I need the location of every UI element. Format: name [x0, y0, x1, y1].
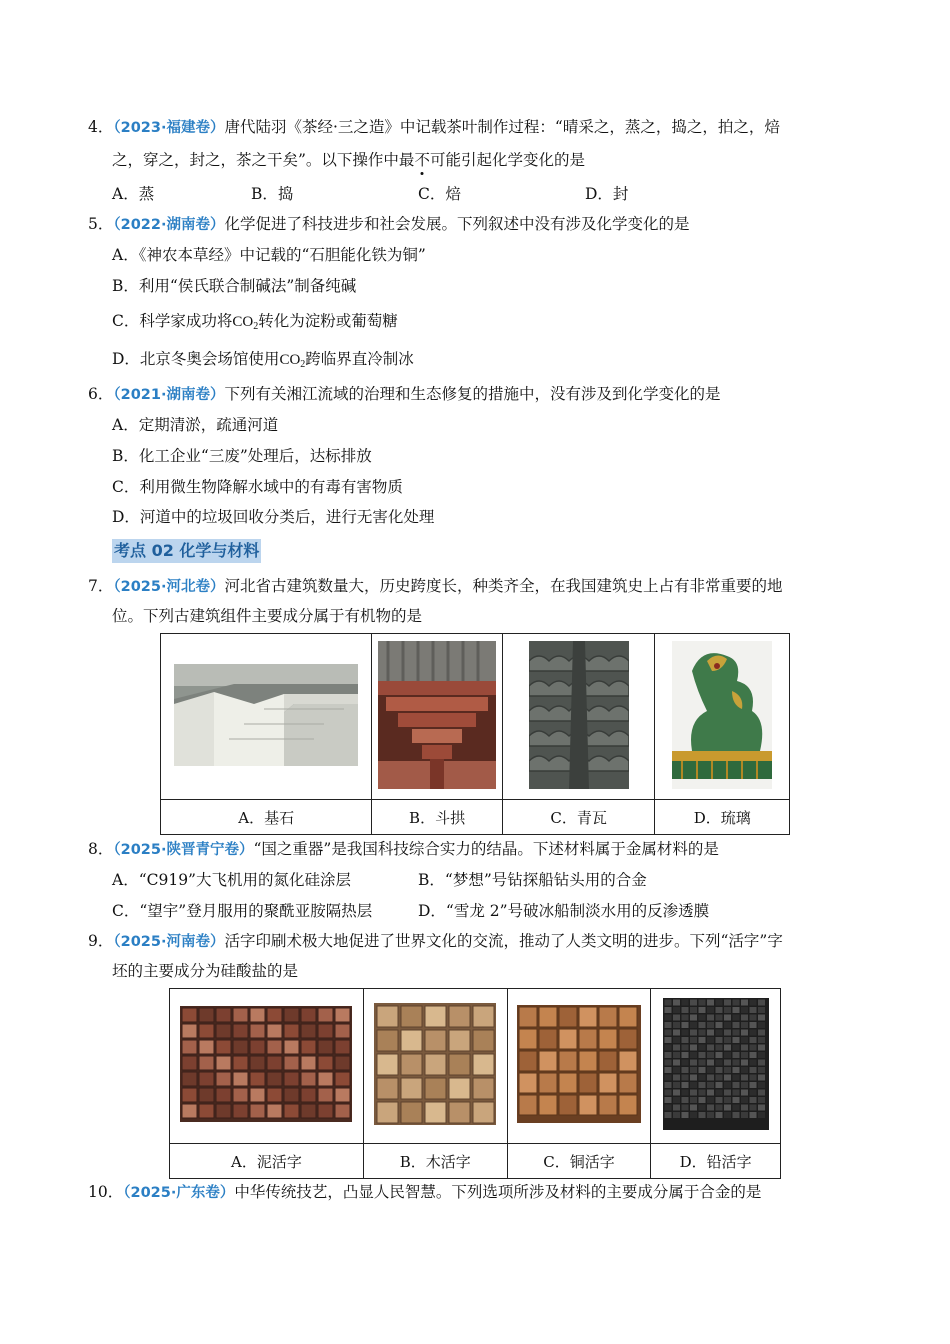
q5-option-c [112, 311, 398, 337]
q7-image-table [160, 633, 790, 835]
co2-formula: $CO_2$ [232, 314, 259, 332]
q9-image-cell-a [170, 989, 364, 1144]
q5-option-c-post: 转化为淀粉或葡萄糖 [258, 312, 398, 330]
q4-stem-line2b: 可能引起化学变化的是 [429, 151, 585, 169]
q9-image-cell-d [651, 989, 781, 1144]
q5-option-d-pre: D．北京冬奥会场馆使用 [112, 350, 280, 368]
q4-option-b: B．捣 [251, 185, 294, 203]
q7-line2: 位。下列古建筑组件主要成分属于有机物的是 [112, 607, 423, 625]
q8-stem [88, 839, 719, 860]
q8-option-b: B．“梦想”号钻探船钻头用的合金 [418, 871, 647, 889]
q7-caption-c: C．青瓦 [502, 800, 655, 835]
q7-number: 7． [88, 577, 114, 595]
q4-emphasis-word: 不 [414, 151, 430, 169]
q5-option-a: A．《神农本草经》中记载的“石胆能化铁为铜” [112, 246, 426, 264]
q9-number: 9． [88, 932, 114, 950]
q6-option-c: C．利用微生物降解水域中的有毒有害物质 [112, 478, 403, 496]
q7-caption-a: A．基石 [161, 800, 372, 835]
q7-caption-d: D．琉璃 [655, 800, 790, 835]
foundation-stone-image [174, 664, 358, 766]
q6-stem [88, 384, 721, 405]
q4-option-a: A．蒸 [112, 185, 155, 203]
q6-stem-text: 下列有关湘江流域的治理和生态修复的措施中，没有涉及到化学变化的是 [224, 385, 721, 403]
q8-option-c: C．“望宇”登月服用的聚酰亚胺隔热层 [112, 902, 373, 920]
q5-number: 5． [88, 215, 114, 233]
q9-caption-d: D．铅活字 [651, 1144, 781, 1179]
glazed-tile-dragon-image [672, 641, 772, 789]
q6-option-d: D．河道中的垃圾回收分类后，进行无害化处理 [112, 508, 435, 526]
q5-option-b: B．利用“侯氏联合制碱法”制备纯碱 [112, 277, 357, 295]
q10-number: 10． [88, 1183, 124, 1201]
wood-type-image [374, 1003, 496, 1125]
q7-image-cell-d [655, 634, 790, 800]
q7-image-cell-c [502, 634, 655, 800]
q9-image-cell-b [363, 989, 507, 1144]
q8-source: （2025·陕晋青宁卷） [113, 842, 254, 858]
q4-option-c: C．焙 [418, 185, 461, 203]
q9-caption-a: A．泥活字 [170, 1144, 364, 1179]
q9-line1 [88, 931, 783, 952]
q7-stem-line1: 河北省古建筑数量大，历史跨度长，种类齐全，在我国建筑史上占有非常重要的地 [224, 577, 783, 595]
q10-stem [88, 1182, 761, 1203]
q8-option-d: D．“雪龙 2”号破冰船制淡水用的反渗透膜 [418, 902, 710, 920]
clay-type-image [180, 1006, 352, 1122]
copper-type-image [517, 1005, 641, 1123]
q9-caption-b: B．木活字 [363, 1144, 507, 1179]
q10-stem-text: 中华传统技艺，凸显人民智慧。下列选项所涉及材料的主要成分属于合金的是 [234, 1183, 762, 1201]
q7-image-cell-b [372, 634, 502, 800]
q4-stem-line1: 唐代陆羽《茶经·三之造》中记载茶叶制作过程：“晴采之，蒸之，捣之，拍之，焙 [224, 118, 780, 136]
q6-source: （2021·湖南卷） [113, 387, 225, 403]
q9-image-table [169, 988, 781, 1179]
q5-option-c-pre: C．科学家成功将 [112, 312, 233, 330]
q5-source: （2022·湖南卷） [113, 217, 225, 233]
q7-image-cell-a [161, 634, 372, 800]
q9-source: （2025·河南卷） [113, 934, 225, 950]
q6-option-a: A．定期清淤，疏通河道 [112, 416, 279, 434]
bracket-set-image [378, 641, 496, 789]
section-heading: 考点 02 化学与材料 [112, 539, 261, 563]
grey-roof-tile-image [529, 641, 629, 789]
q5-option-d [112, 349, 414, 375]
q7-line1 [88, 576, 783, 597]
q7-source: （2025·河北卷） [113, 579, 225, 595]
q5-stem [88, 214, 690, 235]
q9-line2: 坯的主要成分为硅酸盐的是 [112, 962, 299, 980]
q5-stem-text: 化学促进了科技进步和社会发展。下列叙述中没有涉及化学变化的是 [224, 215, 690, 233]
q4-stem-line2a: 之，穿之，封之，茶之干矣”。以下操作中最 [112, 151, 415, 169]
q7-caption-b: B．斗拱 [372, 800, 502, 835]
q8-stem-text: “国之重器”是我国科技综合实力的结晶。下述材料属于金属材料的是 [253, 840, 719, 858]
lead-type-image [663, 998, 769, 1130]
q4-source: （2023·福建卷） [113, 120, 225, 136]
q9-image-cell-c [507, 989, 651, 1144]
q4-line2 [112, 150, 585, 170]
q9-caption-c: C．铜活字 [507, 1144, 651, 1179]
q8-option-a: A．“C919”大飞机用的氮化硅涂层 [112, 871, 351, 889]
q4-line1 [88, 117, 780, 138]
q6-number: 6． [88, 385, 114, 403]
q8-number: 8． [88, 840, 114, 858]
q6-option-b: B．化工企业“三废”处理后，达标排放 [112, 447, 372, 465]
q4-option-d: D．封 [585, 185, 629, 203]
co2-formula: $CO_2$ [279, 352, 306, 370]
q10-source: （2025·广东卷） [123, 1185, 235, 1201]
q9-stem-line1: 活字印刷术极大地促进了世界文化的交流，推动了人类文明的进步。下列“活字”字 [224, 932, 783, 950]
q4-number: 4． [88, 118, 114, 136]
q5-option-d-post: 跨临界直冷制冰 [305, 350, 414, 368]
